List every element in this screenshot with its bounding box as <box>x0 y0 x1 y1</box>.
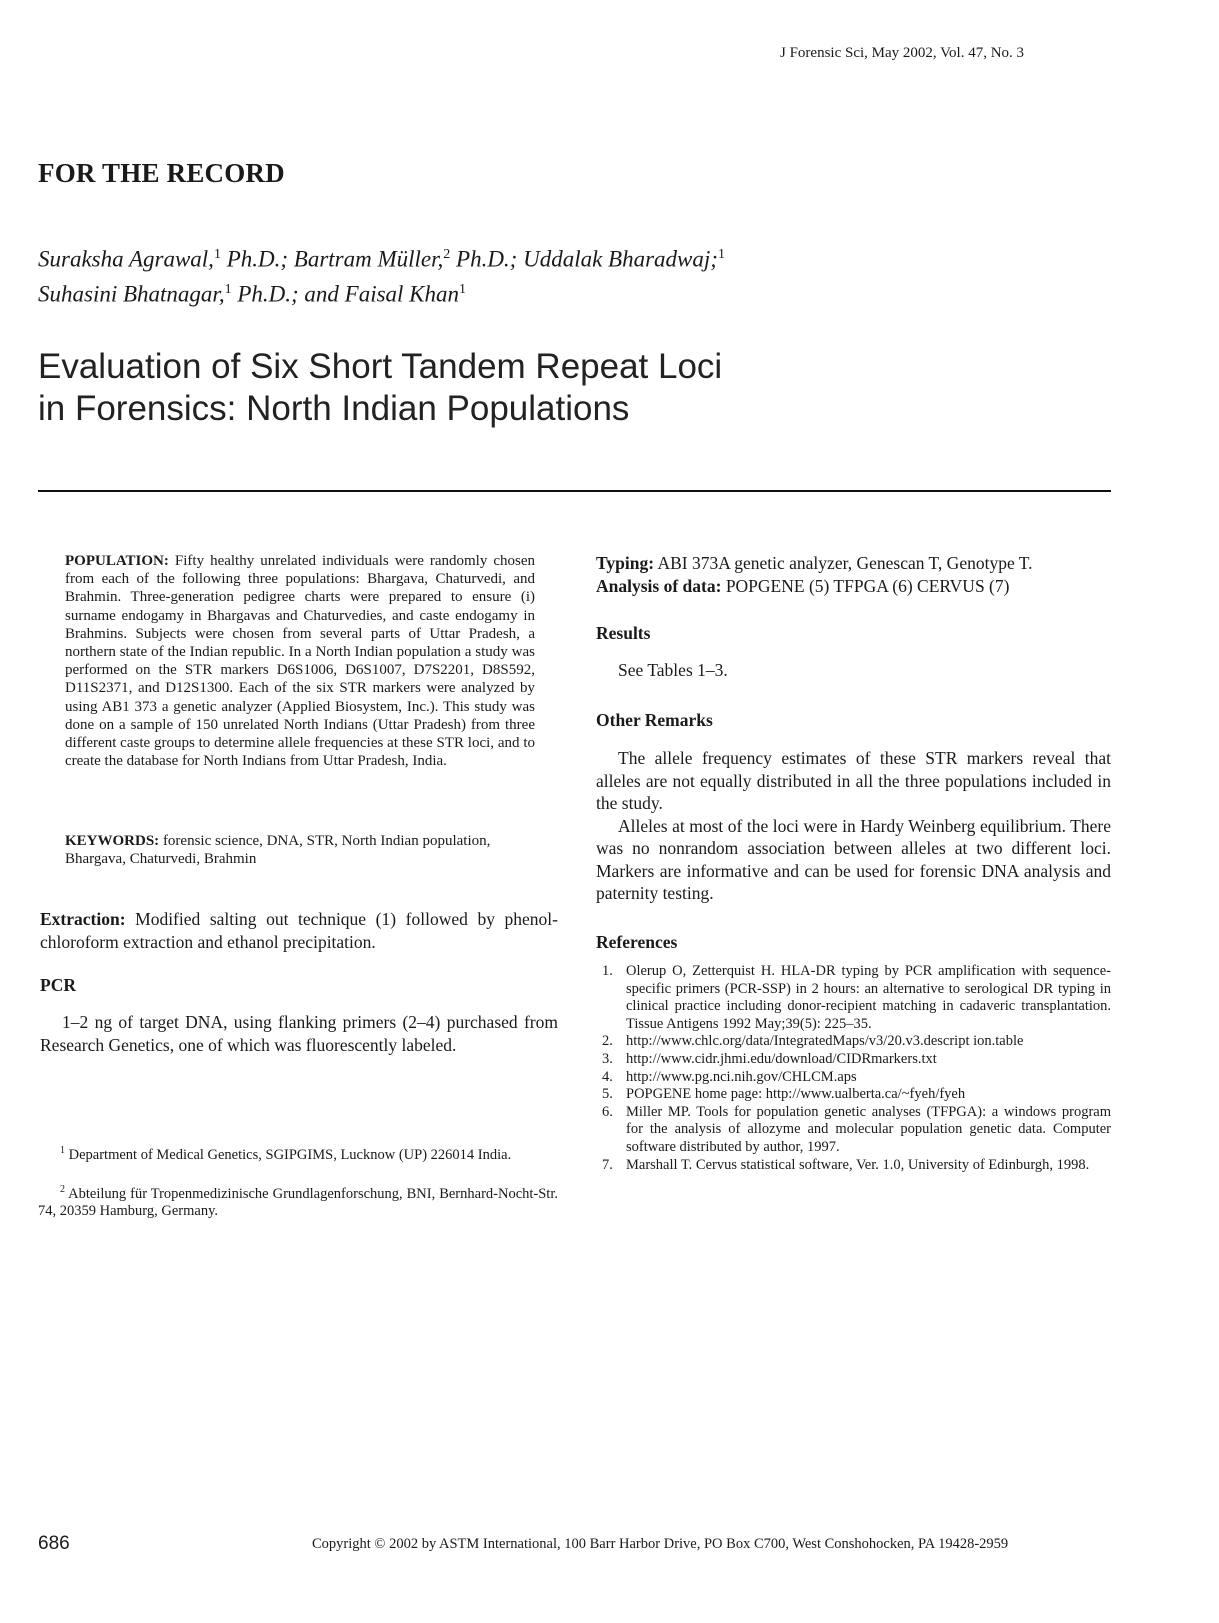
footnote-mark: 2 <box>60 1184 65 1195</box>
analysis-text: POPGENE (5) TFPGA (6) CERVUS (7) <box>721 575 1010 596</box>
author-affiliation-mark: 1 <box>459 281 467 297</box>
title-divider <box>38 490 1111 492</box>
author-name: Bartram Müller, <box>293 246 444 272</box>
reference-item <box>596 1104 1111 1157</box>
abstract <box>65 552 535 770</box>
author-list <box>38 240 938 309</box>
pcr-heading: PCR <box>40 975 76 995</box>
author-affiliation-mark: 2 <box>443 247 451 262</box>
copyright-line: Copyright © 2002 by ASTM International, 100 Barr Harbor Drive, PO Box C700, West Conshohocken, PA 19428-2959 <box>312 1536 1009 1552</box>
remarks-paragraph-1: The allele frequency estimates of these STR markers reveal that alleles are not equally distributed in all the three populations included in the study. <box>596 748 1111 813</box>
reference-number: 6. <box>602 1103 613 1120</box>
keywords-label: KEYWORDS: <box>65 833 160 849</box>
footnote-1 <box>38 1142 558 1164</box>
author-affiliation-mark: 1 <box>213 247 221 262</box>
footnote-2 <box>38 1181 558 1221</box>
reference-text: Miller MP. Tools for population genetic analyses (TFPGA): a windows program for the analysis of allozyme and molecular population genetic data. Computer software distributed by author, 1997. <box>626 1103 1111 1155</box>
footnote-mark: 1 <box>60 1145 65 1156</box>
reference-text: http://www.pg.nci.nih.gov/CHLCM.aps <box>626 1068 857 1085</box>
author-line-1 <box>38 240 938 275</box>
reference-item <box>596 1069 1111 1087</box>
remarks-body <box>596 747 1111 905</box>
author-degree: Ph.D.; and <box>231 281 345 307</box>
article-title <box>38 346 938 430</box>
references-heading: References <box>596 932 678 952</box>
remarks-paragraph-2: Alleles at most of the loci were in Hardy Weinberg equilibrium. There was no nonrandom association between alleles at two different loci. Markers are informative and can be used for forensic DNA analysis and paternity testing. <box>596 815 1111 903</box>
extraction-text: Modified salting out technique (1) followed by phenol-chloroform extraction and ethanol precipitation. <box>40 909 558 952</box>
remarks-heading: Other Remarks <box>596 710 713 730</box>
reference-number: 2. <box>602 1033 613 1050</box>
section-label: FOR THE RECORD <box>38 158 285 188</box>
pcr-paragraph: 1–2 ng of target DNA, using flanking primers (2–4) purchased from Research Genetics, one of which was fluorescently labeled. <box>40 1012 558 1055</box>
page-number: 686 <box>38 1533 70 1554</box>
methods-summary <box>596 552 1111 597</box>
author-degree: Ph.D.; <box>220 246 294 272</box>
author-name: Suhasini Bhatnagar, <box>38 281 225 307</box>
author-affiliation-mark: 1 <box>224 281 232 297</box>
abstract-text: Fifty healthy unrelated individuals were randomly chosen from each of the following three populations: Bhargava, Chaturvedi, and Brahmin. Three-generation pedigree charts were prepared to ensure (i) surname endogamy in Bhargavas and Chaturvedies, and caste endogamy in Brahmins. Subjects were chosen from several parts of Uttar Pradesh, a northern state of the Indian republic. In a North Indian population a study was performed on the STR markers D6S1006, D6S1007, D7S2201, D8S592, D11S2371, and D12S1300. Each of the six STR markers were analyzed by using AB1 373 a genetic analyzer (Applied Biosystem, Inc.). This study was done on a sample of 150 unrelated North Indians (Uttar Pradesh) from three different caste groups to determine allele frequencies at these STR loci, and to create the database for North Indians from Uttar Pradesh, India. <box>65 553 535 770</box>
reference-number: 7. <box>602 1156 613 1173</box>
reference-text: POPGENE home page: http://www.ualberta.ca/~fyeh/fyeh <box>626 1086 966 1103</box>
typing-text: ABI 373A genetic analyzer, Genescan T, Genotype T. <box>654 553 1033 573</box>
reference-item <box>596 1086 1111 1104</box>
author-name: Suraksha Agrawal, <box>38 246 214 272</box>
journal-citation: J Forensic Sci, May 2002, Vol. 47, No. 3 <box>780 45 1025 61</box>
footnote-text: Abteilung für Tropenmedizinische Grundlagenforschung, BNI, Bernhard-Nocht-Str. 74, 20359 Hamburg, Germany. <box>38 1185 558 1220</box>
typing-label: Typing: <box>596 553 655 573</box>
reference-number: 4. <box>602 1068 613 1085</box>
reference-number: 1. <box>602 963 613 979</box>
author-name: Faisal Khan <box>344 281 460 307</box>
author-degree: Ph.D.; <box>450 246 524 272</box>
reference-number: 5. <box>602 1086 613 1103</box>
title-line-2: in Forensics: North Indian Populations <box>38 389 630 428</box>
reference-text: Marshall T. Cervus statistical software, Ver. 1.0, University of Edinburgh, 1998. <box>626 1156 1090 1173</box>
analysis-line <box>596 575 1111 598</box>
reference-item <box>596 1051 1111 1069</box>
abstract-label: POPULATION: <box>65 553 169 569</box>
reference-item <box>596 1033 1111 1051</box>
reference-item <box>596 963 1111 1033</box>
reference-text: Olerup O, Zetterquist H. HLA-DR typing by PCR amplification with sequence-specific primers (PCR-SSP) in 2 hours: an alternative to serological DR typing in clinical practice including donor-recipient matching in cadaveric transplantation. Tissue Antigens 1992 May;39(5): 225–35. <box>626 963 1111 1032</box>
keywords-text: forensic science, DNA, STR, North Indian population, Bhargava, Chaturvedi, Brahmin <box>65 833 491 868</box>
typing-line <box>596 552 1111 575</box>
reference-list <box>596 963 1111 1174</box>
footnote-text: Department of Medical Genetics, SGIPGIMS, Lucknow (UP) 226014 India. <box>65 1146 512 1163</box>
extraction-label: Extraction: <box>40 909 126 929</box>
title-line-1: Evaluation of Six Short Tandem Repeat Loci <box>38 347 723 386</box>
keywords <box>65 832 535 868</box>
results-text: See Tables 1–3. <box>618 660 728 680</box>
results-heading: Results <box>596 623 651 643</box>
author-affiliation-mark: 1 <box>717 247 725 262</box>
analysis-label: Analysis of data: <box>596 575 722 596</box>
extraction-paragraph <box>40 908 558 953</box>
author-line-2 <box>38 275 938 310</box>
reference-number: 3. <box>602 1050 613 1067</box>
reference-item <box>596 1157 1111 1175</box>
reference-text: http://www.cidr.jhmi.edu/download/CIDRmarkers.txt <box>626 1050 937 1067</box>
reference-text: http://www.chlc.org/data/IntegratedMaps/v3/20.v3.descript ion.table <box>626 1033 1024 1050</box>
author-name: Uddalak Bharadwaj; <box>523 246 718 272</box>
